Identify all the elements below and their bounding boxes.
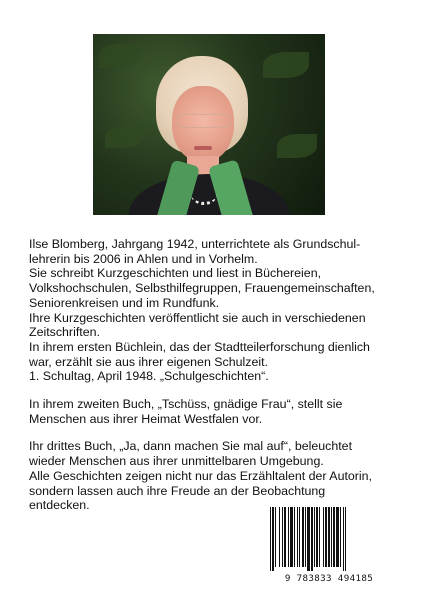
bio-line: war, erzählt sie aus ihrer eigenen Schulzeit.	[29, 354, 268, 369]
barcode-bar	[297, 507, 298, 567]
barcode-bar	[328, 507, 330, 567]
barcode-bar	[302, 507, 304, 567]
bio-line: Menschen aus ihrer Heimat Westfalen vor.	[29, 411, 263, 426]
barcode-bar	[307, 507, 310, 571]
barcode-bar	[333, 507, 335, 567]
bio-line: Ihr drittes Buch, „Ja, dann machen Sie mal auf“, beleuchtet	[29, 439, 353, 454]
barcode-bar	[331, 507, 332, 567]
barcode-bar	[311, 507, 313, 571]
bio-line: wieder Menschen aus ihrer unmittelbaren Umgebung.	[29, 454, 324, 469]
barcode-bar	[314, 507, 315, 567]
bio-line: lehrerin bis 2006 in Ahlen und in Vorhelm.	[29, 251, 258, 266]
author-bio	[29, 237, 401, 513]
barcode-bar	[288, 507, 289, 567]
barcode-digits: 9 783833 494185	[284, 573, 374, 584]
bio-line: Volkshochschulen, Selbsthilfegruppen, Frauengemeinschaften,	[29, 281, 375, 296]
barcode-bar	[323, 507, 324, 567]
barcode-bar	[319, 507, 320, 567]
barcode-bar	[345, 507, 346, 571]
bio-line: Zeitschriften.	[29, 325, 100, 340]
barcode-bar	[279, 507, 280, 567]
bio-line: Ilse Blomberg, Jahrgang 1942, unterrichtete als Grundschul-	[29, 237, 361, 251]
bio-paragraph-3	[29, 439, 401, 513]
bio-line: Alle Geschichten zeigen nicht nur das Erzähltalent der Autorin,	[29, 468, 373, 483]
barcode-bars	[264, 505, 394, 573]
barcode-bar	[282, 507, 283, 567]
bio-line: Sie schreibt Kurzgeschichten und liest in Büchereien,	[29, 266, 322, 281]
barcode-bar	[299, 507, 300, 567]
author-photo	[93, 34, 325, 215]
bio-line: In ihrem zweiten Buch, „Tschüss, gnädige Frau“, stellt sie	[29, 397, 343, 412]
bio-line: sondern lassen auch ihre Freude an der Beobachtung	[29, 483, 326, 498]
bio-line: In ihrem ersten Büchlein, das der Stadtteilerforschung dienlich	[29, 339, 370, 354]
barcode-bar	[294, 507, 295, 567]
barcode-bar	[270, 507, 271, 571]
barcode-bar	[290, 507, 293, 567]
barcode-bar	[284, 507, 286, 567]
barcode-bar	[305, 507, 306, 567]
barcode-bar	[325, 507, 327, 567]
barcode-bar	[340, 507, 341, 567]
bio-line: Ihre Kurzgeschichten veröffentlicht sie auch in verschiedenen	[29, 310, 366, 325]
bio-line: Seniorenkreisen und im Rundfunk.	[29, 295, 220, 310]
bio-line: 1. Schultag, April 1948. „Schulgeschichten“.	[29, 369, 269, 384]
bio-paragraph-1	[29, 237, 401, 384]
barcode-bar	[272, 507, 274, 571]
bio-line: entdecken.	[29, 498, 90, 513]
barcode-bar	[316, 507, 318, 567]
bio-paragraph-2	[29, 397, 401, 426]
barcode-bar	[336, 507, 339, 567]
barcode-bar	[343, 507, 344, 571]
barcode-bar	[275, 507, 276, 567]
isbn-barcode	[264, 505, 394, 585]
